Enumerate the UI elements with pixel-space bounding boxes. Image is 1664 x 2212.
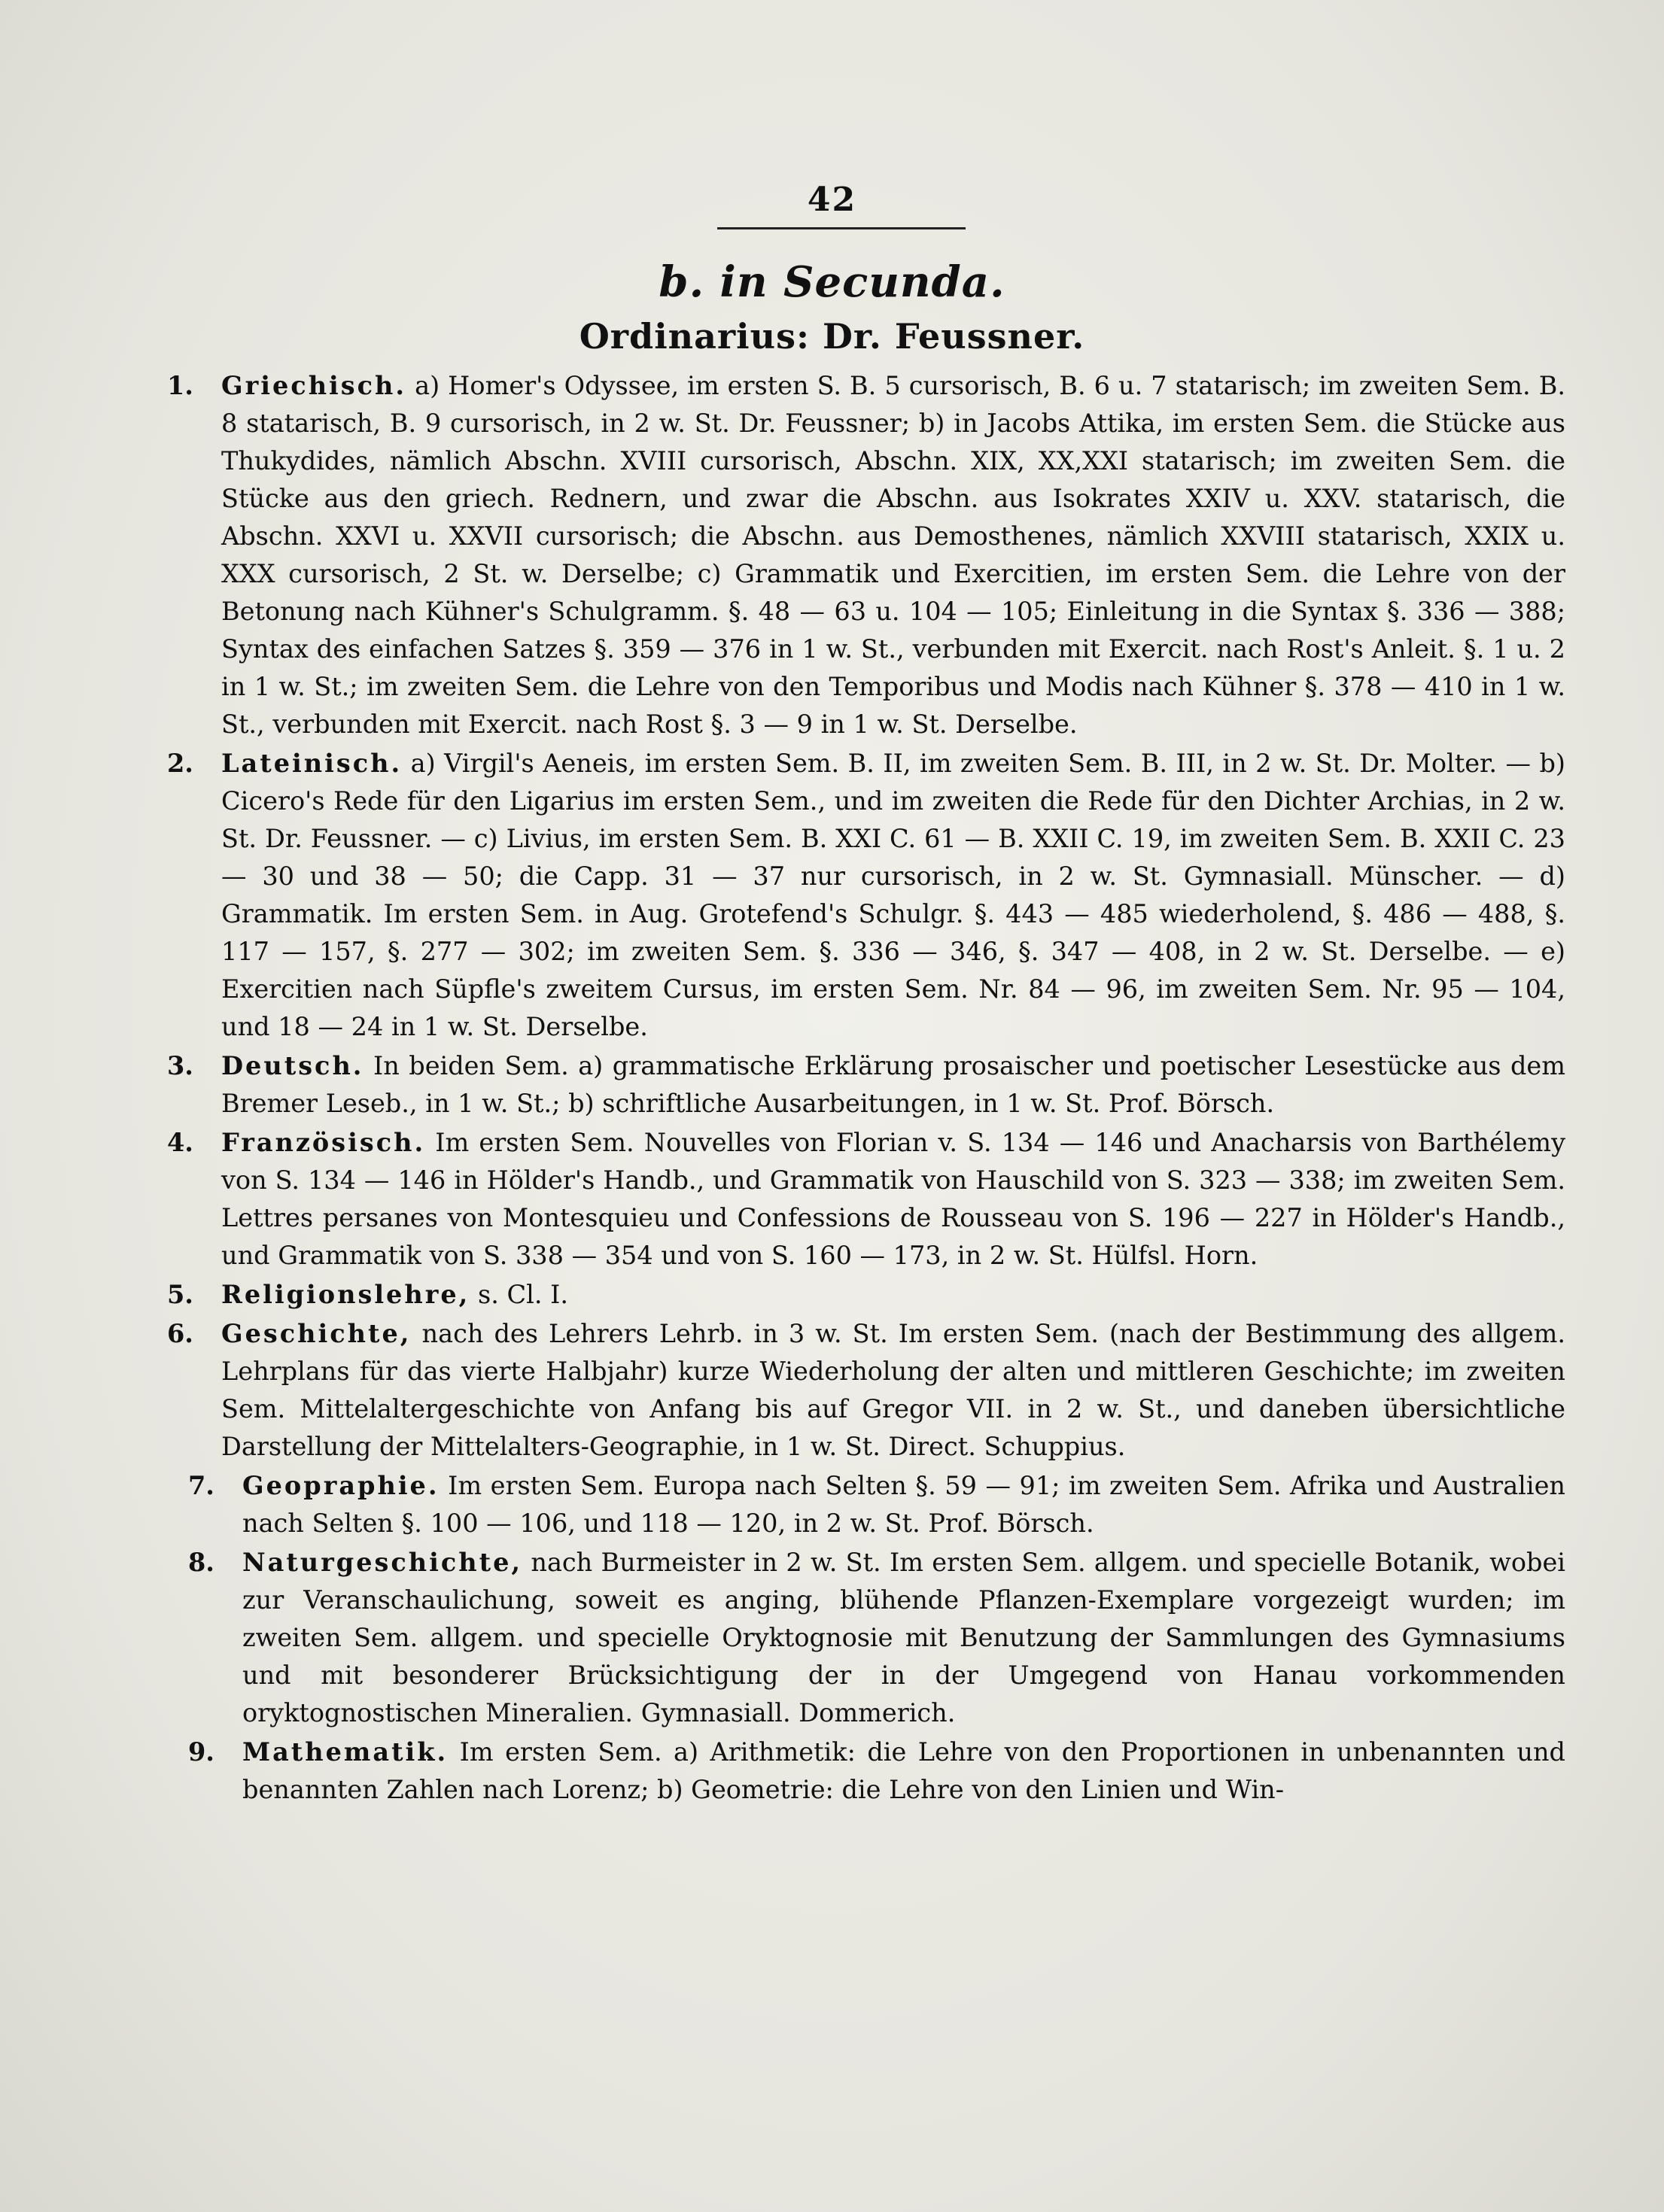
item-text: In beiden Sem. a) grammatische Erklärung prosaischer und poetischer Lesestücke aus dem Bremer Leseb., in 1 w. St.; b) schriftliche Ausarbeitungen, in 1 w. St. Prof. Börsch.: [221, 1051, 1566, 1118]
list-item-geschichte: [167, 1315, 1565, 1466]
list-item-deutsch: [167, 1047, 1565, 1123]
item-subject: Griechisch.: [221, 371, 407, 400]
curriculum-list: [167, 367, 1565, 1810]
item-subject: Naturgeschichte,: [242, 1548, 523, 1577]
item-number: 2.: [167, 749, 193, 778]
item-number: 1.: [167, 371, 193, 400]
item-number: 4.: [167, 1128, 193, 1157]
item-number: 9.: [188, 1737, 214, 1767]
item-text: a) Virgil's Aeneis, im ersten Sem. B. II, im zweiten Sem. B. III, in 2 w. St. Dr. Molter. — b) Cicero's Rede für den Ligarius im ersten Sem., und im zweiten die Rede für den Dichter Archias, in 2 w. St. Dr. Feussner. — c) Livius, im ersten Sem. B. XXI C. 61 — B. XXII C. 19, im zweiten Sem. B. XXII C. 23 — 30 und 38 — 50; die Capp. 31 — 37 nur cursorisch, in 2 w. St. Gymnasiall. Münscher. — d) Grammatik. Im ersten Sem. in Aug. Grotefend's Schulgr. §. 443 — 485 wiederholend, §. 486 — 488, §. 117 — 157, §. 277 — 302; im zweiten Sem. §. 336 — 346, §. 347 — 408, in 2 w. St. Derselbe. — e) Exercitien nach Süpfle's zweitem Cursus, im ersten Sem. Nr. 84 — 96, im zweiten Sem. Nr. 95 — 104, und 18 — 24 in 1 w. St. Derselbe.: [221, 749, 1565, 1041]
ordinarius-heading: Ordinarius: Dr. Feussner.: [579, 316, 1085, 357]
item-text: Im ersten Sem. a) Arithmetik: die Lehre von den Proportionen in unbenannten und benannten Zahlen nach Lorenz; b) Geometrie: die Lehre von den Linien und Win-: [242, 1737, 1565, 1804]
item-text: Im ersten Sem. Nouvelles von Florian v. S. 134 — 146 und Anacharsis von Barthélemy von S. 134 — 146 in Hölder's Handb., und Grammatik von Hauschild von S. 323 — 338; im zweiten Sem. Lettres persanes von Montesquieu und Confessions de Rousseau von S. 196 — 227 in Hölder's Handb., und Grammatik von S. 338 — 354 und von S. 160 — 173, in 2 w. St. Hülfsl. Horn.: [221, 1128, 1566, 1270]
item-text: a) Homer's Odyssee, im ersten S. B. 5 cursorisch, B. 6 u. 7 statarisch; im zweiten Sem. B. 8 statarisch, B. 9 cursorisch, in 2 w. St. Dr. Feussner; b) in Jacobs Attika, im ersten Sem. die Stücke aus Thukydides, nämlich Abschn. XVIII cursorisch, Abschn. XIX, XX,XXI statarisch; im zweiten Sem. die Stücke aus den griech. Rednern, und zwar die Abschn. aus Isokrates XXIV u. XXV. statarisch, die Abschn. XXVI u. XXVII cursorisch; die Abschn. aus Demosthenes, nämlich XXVIII statarisch, XXIX u. XXX cursorisch, 2 St. w. Derselbe; c) Grammatik und Exercitien, im ersten Sem. die Lehre von der Betonung nach Kühner's Schulgramm. §. 48 — 63 u. 104 — 105; Einleitung in die Syntax §. 336 — 388; Syntax des einfachen Satzes §. 359 — 376 in 1 w. St., verbunden mit Exercit. nach Rost's Anleit. §. 1 u. 2 in 1 w. St.; im zweiten Sem. die Lehre von den Temporibus und Modis nach Kühner §. 378 — 410 in 1 w. St., verbunden mit Exercit. nach Rost §. 3 — 9 in 1 w. St. Derselbe.: [221, 371, 1565, 739]
item-text: s. Cl. I.: [478, 1280, 569, 1309]
item-subject: Religionslehre,: [221, 1280, 470, 1309]
item-number: 8.: [188, 1548, 214, 1577]
list-item-griechisch: [167, 367, 1565, 743]
item-subject: Geopraphie.: [242, 1471, 440, 1500]
item-subject: Geschichte,: [221, 1319, 412, 1348]
header-rule: [717, 227, 966, 229]
item-subject: Mathematik.: [242, 1737, 449, 1767]
item-text: nach Burmeister in 2 w. St. Im ersten Sem. allgem. und specielle Botanik, wobei zur Veranschaulichung, soweit es anging, blühende Pflanzen-Exemplare vorgezeigt wurden; im zweiten Sem. allgem. und specielle Oryktognosie mit Benutzung der Sammlungen des Gymnasiums und mit besonderer Brücksichtigung der in der Umgegend von Hanau vorkommenden oryktognostischen Mineralien. Gymnasiall. Dommerich.: [242, 1548, 1565, 1727]
list-item-lateinisch: [167, 745, 1565, 1046]
list-item-geographie: [167, 1467, 1565, 1542]
item-text: nach des Lehrers Lehrb. in 3 w. St. Im ersten Sem. (nach der Bestimmung des allgem. Lehrplans für das vierte Halbjahr) kurze Wiederholung der alten und mittleren Geschichte; im zweiten Sem. Mittelaltergeschichte von Anfang bis auf Gregor VII. in 2 w. St., und daneben übersichtliche Darstellung der Mittelalters-Geographie, in 1 w. St. Direct. Schuppius.: [221, 1319, 1565, 1461]
list-item-religionslehre: [167, 1276, 1565, 1314]
item-subject: Lateinisch.: [221, 749, 403, 778]
item-number: 6.: [167, 1319, 193, 1348]
item-subject: Französisch.: [221, 1128, 426, 1157]
item-text: Im ersten Sem. Europa nach Selten §. 59 — 91; im zweiten Sem. Afrika und Australien nach Selten §. 100 — 106, und 118 — 120, in 2 w. St. Prof. Börsch.: [242, 1471, 1565, 1538]
list-item-mathematik: [167, 1733, 1565, 1809]
section-heading: b. in Secunda.: [659, 257, 1005, 307]
item-number: 7.: [188, 1471, 214, 1500]
item-number: 5.: [167, 1280, 193, 1309]
list-item-franzoesisch: [167, 1124, 1565, 1275]
item-subject: Deutsch.: [221, 1051, 364, 1080]
item-number: 3.: [167, 1051, 193, 1080]
list-item-naturgeschichte: [167, 1544, 1565, 1732]
page-number: 42: [807, 181, 857, 219]
